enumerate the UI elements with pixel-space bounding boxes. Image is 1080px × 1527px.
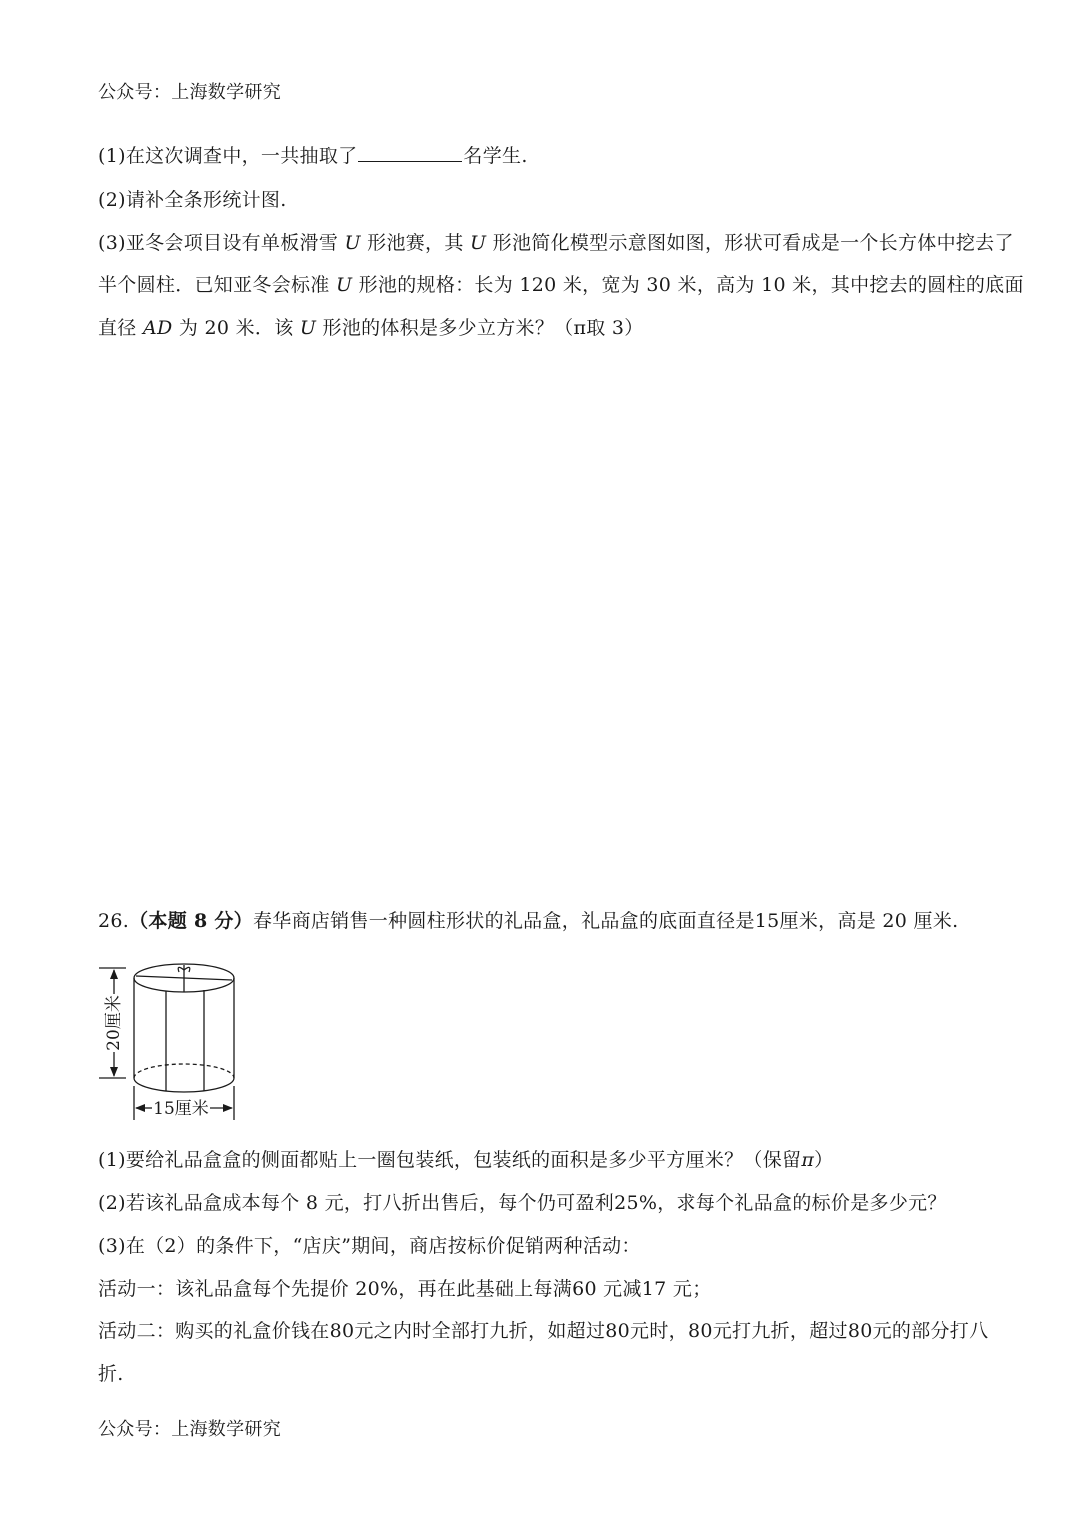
q25-part1 bbox=[98, 141, 528, 168]
q26-intro bbox=[98, 906, 958, 933]
pi-symbol: π bbox=[801, 1149, 815, 1171]
text: 取 3） bbox=[586, 317, 644, 339]
text: 半个圆柱．已知亚冬会标准 bbox=[98, 274, 330, 296]
text: (3)亚冬会项目设有单板滑雪 bbox=[98, 232, 339, 254]
q26-part3: (3)在（2）的条件下，“店庆”期间，商店按标价促销两种活动： bbox=[98, 1235, 641, 1257]
text: 形池简化模型示意图如图，形状可看成是一个长方体中挖去了 bbox=[492, 232, 1014, 254]
q25-part1-text: (1)在这次调查中，一共抽取了 bbox=[98, 145, 358, 167]
q25-part3-line2 bbox=[98, 270, 1024, 297]
height-label: 20厘米 bbox=[104, 995, 124, 1051]
footer-watermark: 公众号：上海数学研究 bbox=[98, 1419, 281, 1440]
text: ） bbox=[814, 1149, 834, 1171]
cylinder-bottom-back bbox=[134, 1064, 234, 1078]
pi-symbol: π bbox=[573, 317, 587, 339]
text: 形池赛，其 bbox=[367, 232, 464, 254]
q26-part1 bbox=[98, 1145, 833, 1172]
text: (1)要给礼品盒盒的侧面都贴上一圈包装纸，包装纸的面积是多少平方厘米？（保留 bbox=[98, 1149, 802, 1171]
text: 为 20 米．该 bbox=[178, 317, 294, 339]
header-watermark: 公众号：上海数学研究 bbox=[98, 82, 281, 103]
question-stem: 春华商店销售一种圆柱形状的礼品盒，礼品盒的底面直径是15厘米，高是 20 厘米. bbox=[252, 910, 959, 932]
q25-part3-line1 bbox=[98, 228, 1014, 255]
arrow-down bbox=[110, 1067, 118, 1077]
text: 形池的体积是多少立方米？（ bbox=[322, 317, 574, 339]
answer-blank bbox=[358, 143, 462, 162]
q26-activity2-line2: 折. bbox=[98, 1363, 124, 1385]
question-number: 26. bbox=[98, 910, 130, 932]
q26-activity1: 活动一：该礼品盒每个先提价 20%，再在此基础上每满60 元减17 元； bbox=[98, 1278, 712, 1300]
var-u: U bbox=[344, 232, 361, 254]
text: 直径 bbox=[98, 317, 137, 339]
arrow-left bbox=[135, 1104, 145, 1112]
var-ad: AD bbox=[142, 317, 173, 339]
text: 形池的规格：长为 120 米，宽为 30 米，高为 10 米，其中挖去的圆柱的底面 bbox=[358, 274, 1024, 296]
arrow-up bbox=[110, 969, 118, 979]
var-u: U bbox=[470, 232, 487, 254]
diameter-label: 15厘米 bbox=[153, 1099, 209, 1119]
cylinder-figure bbox=[96, 960, 246, 1125]
q25-part1-suffix: 名学生. bbox=[463, 145, 528, 167]
q25-part2: (2)请补全条形统计图. bbox=[98, 189, 287, 211]
var-u: U bbox=[299, 317, 317, 339]
q26-part2: (2)若该礼品盒成本每个 8 元，打八折出售后，每个仍可盈利25%，求每个礼品盒的标价是多少元？ bbox=[98, 1192, 947, 1214]
q26-activity2-line1: 活动二：购买的礼盒价钱在80元之内时全部打九折，如超过80元时，80元打九折，超过80元的部分打八 bbox=[98, 1320, 989, 1342]
arrow-right bbox=[223, 1104, 233, 1112]
var-u: U bbox=[335, 274, 353, 296]
question-score: （本题 8 分） bbox=[129, 910, 253, 932]
cylinder-bottom-front bbox=[134, 1078, 234, 1092]
q25-part3-line3 bbox=[98, 313, 644, 340]
